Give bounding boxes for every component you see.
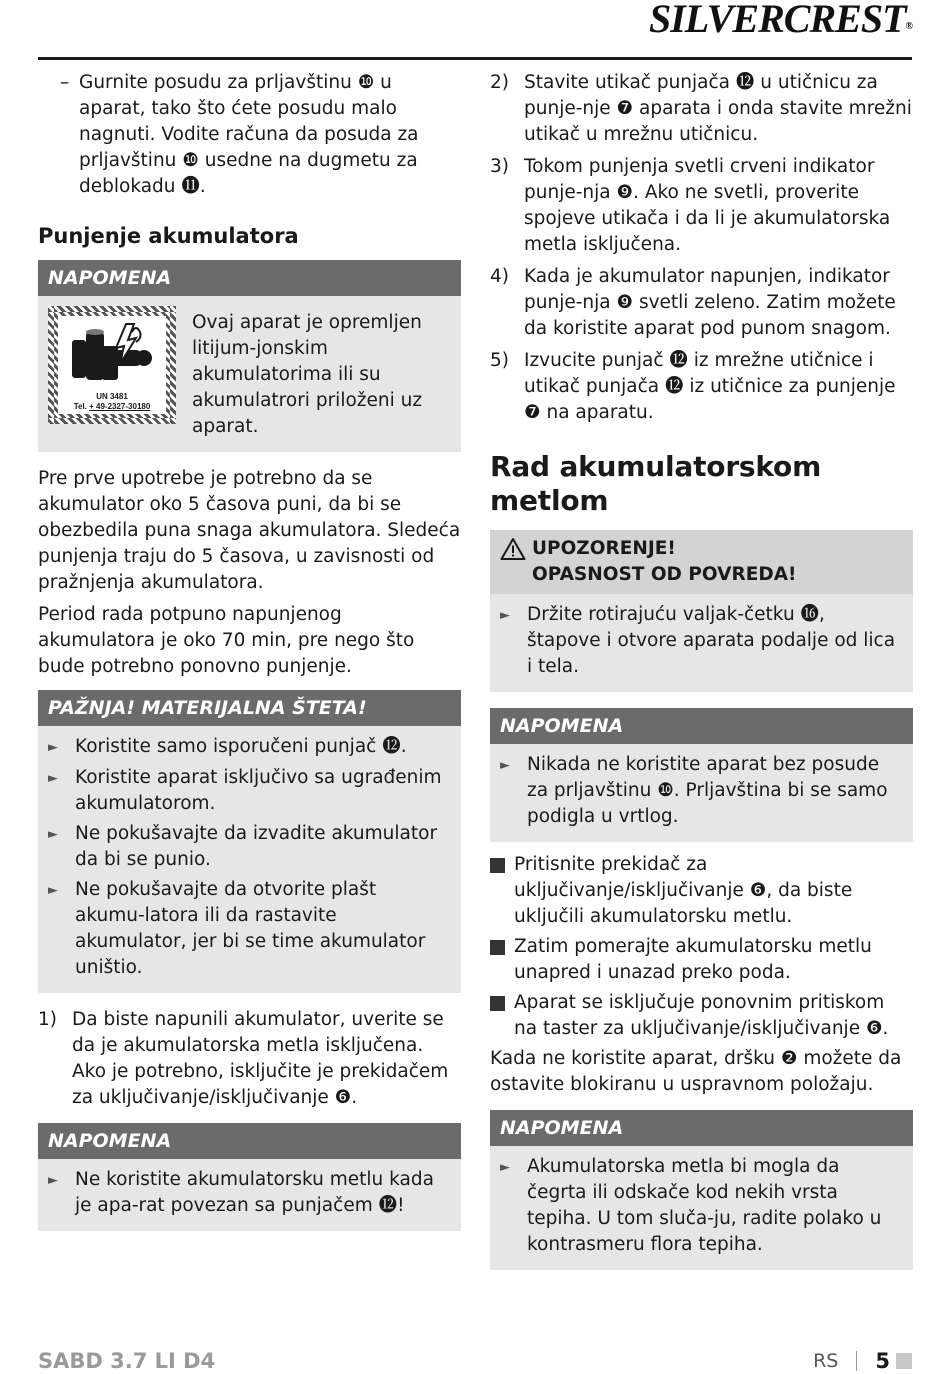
caution-item: ► Koristite aparat isključivo sa ugrađenim akumulatorom.	[48, 765, 451, 817]
footer-model: SABD 3.7 LI D4	[38, 1349, 216, 1373]
arrow-bullet-icon: ►	[48, 1173, 58, 1188]
header-rule	[38, 57, 912, 60]
note-box-carpet	[490, 1110, 913, 1270]
step-item: 1) Da biste napunili akumulator, uverite se da je akumulatorska metla isključena. Ako je potrebno, isključite je prekidačem za uključivanje/isključivanje ❻.	[38, 1009, 449, 1108]
left-column	[38, 70, 461, 1241]
paragraph-handle: Kada ne koristite aparat, dršku ❷ možete da ostavite blokiranu u uspravnom položaju.	[490, 1048, 902, 1095]
note-heading: NAPOMENA	[38, 1123, 461, 1159]
warning-box	[490, 530, 913, 692]
note-heading: NAPOMENA	[38, 260, 461, 296]
note-box-battery	[38, 260, 461, 452]
warning-heading: UPOZORENJE!	[532, 538, 676, 559]
step-item: 3) Tokom punjenja svetli crveni indikator punje-nja ❾. Ako ne svetli, proverite spojeve utikača i da li je akumulatorska metla isključena.	[490, 156, 891, 255]
footer-divider	[856, 1351, 857, 1371]
square-bullet-icon	[490, 996, 505, 1011]
arrow-bullet-icon: ►	[48, 771, 58, 786]
arrow-bullet-icon: ►	[500, 1160, 510, 1175]
action-item: Zatim pomerajte akumulatorsku metlu unapred i unazad preko poda.	[490, 934, 913, 986]
arrow-bullet-icon: ►	[500, 758, 510, 773]
footer-page-info	[813, 1348, 912, 1374]
warning-triangle-icon	[500, 537, 526, 561]
action-item: Aparat se isključuje ponovnim pritiskom na taster za uključivanje/isključivanje ❻.	[490, 990, 913, 1042]
note-box-dustbin	[490, 708, 913, 842]
dash-list-item: – Gurnite posudu za prljavštinu ❿ u aparat, tako što ćete posudu malo nagnuti. Vodite računa da posuda za prljavštinu ❿ usedne na dugmetu za deblokadu ⓫.	[60, 72, 419, 197]
step-item: 5) Izvucite punjač ⓬ iz mrežne utičnice i utikač punjača ⓬ iz utičnice za punjenje ❼ na aparatu.	[490, 350, 896, 423]
note-heading: NAPOMENA	[490, 708, 913, 744]
caution-item: ► Ne pokušavajte da izvadite akumulator da bi se punio.	[48, 821, 451, 873]
caution-box	[38, 690, 461, 993]
footer-language: RS	[813, 1350, 839, 1372]
footer-square-icon	[896, 1353, 912, 1369]
action-item: Pritisnite prekidač za uključivanje/isključivanje ❻, da biste uključili akumulatorsku metlu.	[490, 852, 913, 930]
brand-logo: SILVERCREST®	[648, 0, 912, 41]
page-number: 5	[875, 1349, 890, 1373]
arrow-bullet-icon: ►	[48, 827, 58, 842]
arrow-bullet-icon: ►	[500, 608, 510, 623]
note-item: ► Ne koristite akumulatorsku metlu kada je apa-rat povezan sa punjačem ⓬!	[48, 1167, 451, 1219]
note-box-charger	[38, 1123, 461, 1231]
caution-heading: PAŽNJA! MATERIJALNA ŠTETA!	[38, 690, 461, 726]
note-heading: NAPOMENA	[490, 1110, 913, 1146]
right-column	[490, 70, 913, 1280]
battery-shipping-label-image: UN 3481 Tel. + 49-2327-30180	[48, 306, 176, 424]
note-item: ► Akumulatorska metla bi mogla da čegrta ili odskače kod nekih vrsta tepiha. U tom sluča-ju, radite polako u kontrasmeru flora tepiha.	[500, 1154, 903, 1258]
batteries-fire-icon	[66, 320, 158, 392]
step-item: 2) Stavite utikač punjača ⓬ u utičnicu za punje-nje ❼ aparata i onda stavite mrežni utikač u mrežnu utičnicu.	[490, 72, 912, 145]
paragraph-runtime: Period rada potpuno napunjenog akumulatora je oko 70 min, pre nego što bude potrebno ponovno punjenje.	[38, 604, 415, 677]
note-item: ► Nikada ne koristite aparat bez posude za prljavštinu ❿. Prljavština bi se samo podigla u vrtlog.	[500, 752, 903, 830]
section-title-charging: Punjenje akumulatora	[38, 224, 299, 248]
step-item: 4) Kada je akumulator napunjen, indikator punje-nja ❾ svetli zeleno. Zatim možete da koristite aparat pod punom snagom.	[490, 266, 896, 339]
warning-item: ► Držite rotirajuću valjak-četku ⓰, štapove i otvore aparata podalje od lica i tela.	[500, 602, 903, 680]
section-title-operation: Rad akumulatorskom metlom	[490, 450, 822, 517]
square-bullet-icon	[490, 858, 505, 873]
note-text: Ovaj aparat je opremljen litijum-jonskim akumulatorima ili su akumulatrori priloženi uz aparat.	[192, 312, 423, 437]
square-bullet-icon	[490, 940, 505, 955]
caution-item: ► Ne pokušavajte da otvorite plašt akumu-latora ili da rastavite akumulator, jer bi se time akumulator uništio.	[48, 877, 451, 981]
warning-subheading: OPASNOST OD POVREDA!	[532, 564, 797, 585]
arrow-bullet-icon: ►	[48, 740, 58, 755]
arrow-bullet-icon: ►	[48, 883, 58, 898]
caution-item: ► Koristite samo isporučeni punjač ⓬.	[48, 734, 451, 761]
paragraph-first-charge: Pre prve upotrebe je potrebno da se akumulator oko 5 časova puni, da bi se obezbedila puna snaga akumulatora. Sledeća punjenja traju do 5 časova, u zavisnosti od pražnjenja akumulatora.	[38, 468, 461, 593]
